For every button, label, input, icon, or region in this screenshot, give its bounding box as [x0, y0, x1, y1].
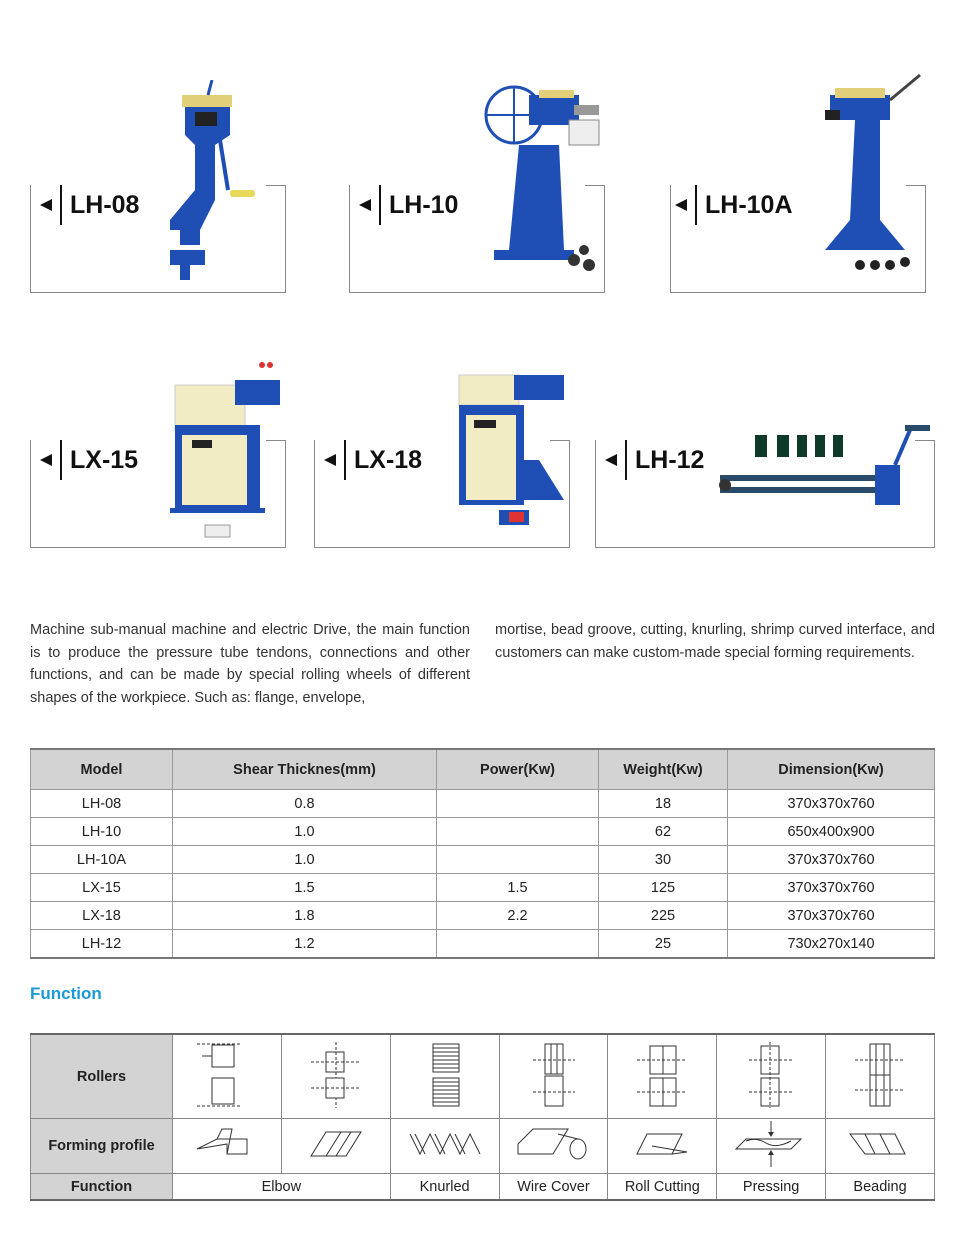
- product-name: LX-15: [70, 445, 139, 474]
- cell-weight: 25: [599, 930, 728, 959]
- cell-dimension: 370x370x760: [728, 902, 935, 930]
- table-row: [31, 930, 935, 959]
- product-card-lx15: [30, 440, 286, 548]
- spec-header-thickness: Shear Thicknes(mm): [173, 749, 437, 790]
- profile-diagram-2: [281, 1119, 390, 1174]
- machine-lx15-image: [170, 360, 290, 550]
- function-elbow: Elbow: [173, 1174, 391, 1201]
- product-card-lh08: [30, 185, 286, 293]
- arrow-left-icon: [675, 199, 687, 211]
- elbow-profile-icon: [192, 1124, 262, 1164]
- arrow-left-icon: [40, 199, 52, 211]
- roll-cutting-profile-icon: [627, 1124, 697, 1164]
- product-name: LH-10A: [705, 190, 793, 219]
- roller-diagram-5: [608, 1034, 717, 1119]
- function-title: Function: [30, 984, 102, 1003]
- machine-lh12-image: [715, 425, 935, 535]
- machine-lh10a-image: [820, 70, 930, 275]
- forming-profile-label: Forming profile: [31, 1119, 173, 1174]
- cell-model: LX-15: [31, 874, 173, 902]
- cell-power: [437, 790, 599, 818]
- cell-thickness: 1.0: [173, 846, 437, 874]
- table-row: [31, 902, 935, 930]
- cell-model: LX-18: [31, 902, 173, 930]
- product-card-lh10: [349, 185, 605, 293]
- cell-dimension: 370x370x760: [728, 846, 935, 874]
- roller-diagram-4: [499, 1034, 608, 1119]
- description-col1: Machine sub-manual machine and electric Drive, the main function is to produce the pressure tube tendons, connections and other functions, and can be made by special rolling wheels of different shapes of the workpiece. Such as: flange, envelope,: [30, 622, 470, 706]
- elbow-roller-icon-2: [296, 1040, 376, 1110]
- profile-diagram-7: [826, 1119, 935, 1174]
- cell-model: LH-12: [31, 930, 173, 959]
- cell-power: [437, 846, 599, 874]
- roller-diagram-6: [717, 1034, 826, 1119]
- function-pressing: Pressing: [717, 1174, 826, 1201]
- cell-thickness: 1.5: [173, 874, 437, 902]
- arrow-left-icon: [40, 454, 52, 466]
- spec-header-dimension: Dimension(Kw): [728, 749, 935, 790]
- product-card-lh12: [595, 440, 935, 548]
- profile-diagram-6: [717, 1119, 826, 1174]
- spec-header-row: [31, 749, 935, 790]
- product-label: [40, 185, 139, 225]
- cell-dimension: 730x270x140: [728, 930, 935, 959]
- product-card-lh10a: [670, 185, 926, 293]
- cell-model: LH-10: [31, 818, 173, 846]
- function-knurled: Knurled: [390, 1174, 499, 1201]
- spec-table: [30, 748, 935, 959]
- roller-diagram-2: [281, 1034, 390, 1119]
- profile-diagram-5: [608, 1119, 717, 1174]
- product-name: LH-08: [70, 190, 140, 219]
- cell-model: LH-10A: [31, 846, 173, 874]
- machine-lx18-image: [454, 360, 574, 550]
- cell-thickness: 1.2: [173, 930, 437, 959]
- pressing-roller-icon: [731, 1040, 811, 1110]
- product-label: [675, 185, 793, 225]
- elbow-profile-icon-2: [301, 1124, 371, 1164]
- cell-dimension: 370x370x760: [728, 790, 935, 818]
- spec-header-model: Model: [31, 749, 173, 790]
- wire-cover-roller-icon: [513, 1040, 593, 1110]
- cell-weight: 30: [599, 846, 728, 874]
- roller-diagram-1: [173, 1034, 282, 1119]
- cell-weight: 62: [599, 818, 728, 846]
- machine-lh08-image: [160, 80, 270, 285]
- arrow-left-icon: [359, 199, 371, 211]
- table-row: [31, 846, 935, 874]
- cell-power: 1.5: [437, 874, 599, 902]
- product-label: [40, 440, 138, 480]
- product-label: [605, 440, 704, 480]
- cell-thickness: 0.8: [173, 790, 437, 818]
- spec-header-power: Power(Kw): [437, 749, 599, 790]
- knurled-profile-icon: [405, 1124, 485, 1164]
- cell-model: LH-08: [31, 790, 173, 818]
- knurled-roller-icon: [405, 1040, 485, 1110]
- cell-thickness: 1.8: [173, 902, 437, 930]
- rollers-label: Rollers: [31, 1034, 173, 1119]
- description-col2: mortise, bead groove, cutting, knurling, shrimp curved interface, and customers can make custom-made special forming requirements.: [495, 622, 935, 661]
- table-row: [31, 874, 935, 902]
- beading-profile-icon: [845, 1124, 915, 1164]
- roller-diagram-3: [390, 1034, 499, 1119]
- product-name: LX-18: [354, 445, 423, 474]
- profile-diagram-4: [499, 1119, 608, 1174]
- cell-weight: 18: [599, 790, 728, 818]
- arrow-left-icon: [605, 454, 617, 466]
- rollers-row: [31, 1034, 935, 1119]
- cell-power: 2.2: [437, 902, 599, 930]
- cell-dimension: 650x400x900: [728, 818, 935, 846]
- cell-power: [437, 818, 599, 846]
- product-card-lx18: [314, 440, 570, 548]
- product-label: [359, 185, 458, 225]
- roller-diagram-7: [826, 1034, 935, 1119]
- machine-lh10-image: [484, 70, 604, 280]
- wire-cover-profile-icon: [513, 1124, 593, 1164]
- function-row: [31, 1174, 935, 1201]
- roll-cutting-roller-icon: [622, 1040, 702, 1110]
- profile-diagram-3: [390, 1119, 499, 1174]
- product-name: LH-10: [389, 190, 459, 219]
- pressing-profile-icon: [731, 1119, 811, 1169]
- product-name: LH-12: [635, 445, 705, 474]
- function-label: Function: [31, 1174, 173, 1201]
- product-label: [324, 440, 422, 480]
- arrow-left-icon: [324, 454, 336, 466]
- cell-weight: 225: [599, 902, 728, 930]
- table-row: [31, 790, 935, 818]
- elbow-roller-icon: [187, 1040, 267, 1110]
- cell-dimension: 370x370x760: [728, 874, 935, 902]
- table-row: [31, 818, 935, 846]
- forming-profile-row: [31, 1119, 935, 1174]
- function-beading: Beading: [826, 1174, 935, 1201]
- beading-roller-icon: [840, 1040, 920, 1110]
- profile-diagram-1: [173, 1119, 282, 1174]
- function-wire-cover: Wire Cover: [499, 1174, 608, 1201]
- function-roll-cutting: Roll Cutting: [608, 1174, 717, 1201]
- cell-thickness: 1.0: [173, 818, 437, 846]
- cell-power: [437, 930, 599, 959]
- spec-header-weight: Weight(Kw): [599, 749, 728, 790]
- function-table: [30, 1033, 935, 1201]
- cell-weight: 125: [599, 874, 728, 902]
